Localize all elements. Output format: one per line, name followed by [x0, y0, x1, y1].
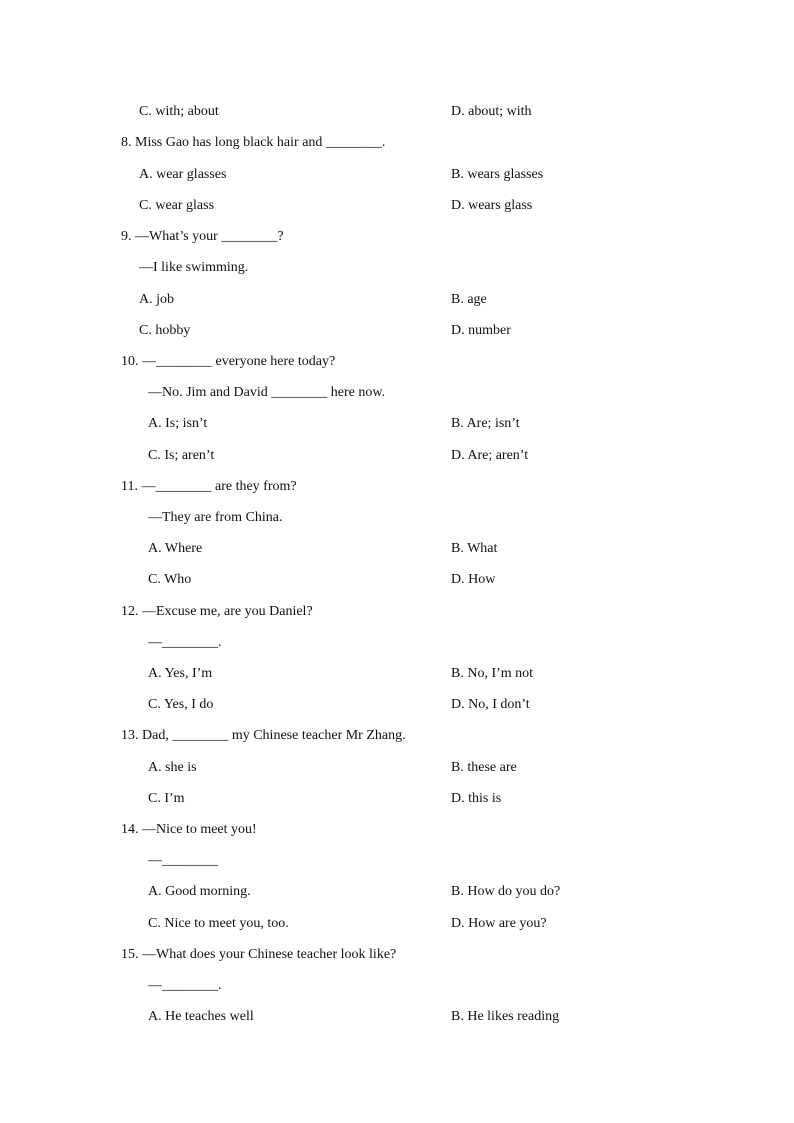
option-b: B. Are; isn’t: [451, 416, 520, 431]
options-row: [0, 664, 794, 684]
options-row: [0, 321, 794, 341]
option-a: A. job: [139, 292, 174, 307]
question-text: 8. Miss Gao has long black hair and ________.: [121, 135, 386, 150]
option-c: C. wear glass: [139, 198, 215, 213]
option-a: A. she is: [148, 760, 197, 775]
reply-text: —No. Jim and David ________ here now.: [148, 385, 386, 400]
dialogue-reply: [0, 851, 794, 871]
options-row: [0, 196, 794, 216]
reply-text: —________: [148, 853, 218, 868]
option-c: C. Nice to meet you, too.: [148, 916, 289, 931]
question-text: 14. —Nice to meet you!: [121, 822, 257, 837]
options-row: [0, 758, 794, 778]
option-b: B. What: [451, 541, 498, 556]
options-row: [0, 446, 794, 466]
options-row: [0, 914, 794, 934]
reply-text: —They are from China.: [148, 510, 283, 525]
question-8: [0, 133, 794, 153]
option-d: D. No, I don’t: [451, 697, 530, 712]
option-a: A. He teaches well: [148, 1009, 254, 1024]
dialogue-reply: [0, 508, 794, 528]
option-b: B. wears glasses: [451, 167, 544, 182]
options-row: [0, 570, 794, 590]
question-text: 11. —________ are they from?: [121, 479, 297, 494]
options-row: [0, 882, 794, 902]
options-row: [0, 290, 794, 310]
option-c: C. with; about: [139, 104, 219, 119]
option-a: A. Is; isn’t: [148, 416, 208, 431]
option-d: D. about; with: [451, 104, 532, 119]
question-14: [0, 820, 794, 840]
options-row: [0, 695, 794, 715]
question-11: [0, 477, 794, 497]
option-c: C. Who: [148, 572, 192, 587]
question-text: 10. —________ everyone here today?: [121, 354, 336, 369]
option-c: C. Yes, I do: [148, 697, 214, 712]
reply-text: —I like swimming.: [139, 260, 249, 275]
option-d: D. How are you?: [451, 916, 547, 931]
options-row: [0, 102, 794, 122]
option-b: B. age: [451, 292, 487, 307]
question-9: [0, 227, 794, 247]
option-a: A. Good morning.: [148, 884, 251, 899]
dialogue-reply: [0, 383, 794, 403]
option-d: D. How: [451, 572, 496, 587]
options-row: [0, 539, 794, 559]
option-d: D. wears glass: [451, 198, 533, 213]
options-row: [0, 414, 794, 434]
reply-text: —________.: [148, 978, 222, 993]
option-b: B. How do you do?: [451, 884, 561, 899]
dialogue-reply: [0, 258, 794, 278]
option-c: C. hobby: [139, 323, 191, 338]
question-10: [0, 352, 794, 372]
dialogue-reply: [0, 633, 794, 653]
question-text: 12. —Excuse me, are you Daniel?: [121, 604, 313, 619]
question-13: [0, 726, 794, 746]
option-d: D. Are; aren’t: [451, 448, 529, 463]
option-a: A. Yes, I’m: [148, 666, 213, 681]
option-d: D. number: [451, 323, 511, 338]
option-a: A. wear glasses: [139, 167, 227, 182]
options-row: [0, 165, 794, 185]
option-b: B. these are: [451, 760, 517, 775]
options-row: [0, 1007, 794, 1027]
option-d: D. this is: [451, 791, 502, 806]
question-text: 9. —What’s your ________?: [121, 229, 284, 244]
question-12: [0, 602, 794, 622]
question-15: [0, 945, 794, 965]
option-a: A. Where: [148, 541, 203, 556]
dialogue-reply: [0, 976, 794, 996]
reply-text: —________.: [148, 635, 222, 650]
option-b: B. No, I’m not: [451, 666, 534, 681]
question-text: 13. Dad, ________ my Chinese teacher Mr Zhang.: [121, 728, 406, 743]
option-c: C. Is; aren’t: [148, 448, 215, 463]
question-text: 15. —What does your Chinese teacher look like?: [121, 947, 397, 962]
option-b: B. He likes reading: [451, 1009, 560, 1024]
options-row: [0, 789, 794, 809]
option-c: C. I’m: [148, 791, 185, 806]
